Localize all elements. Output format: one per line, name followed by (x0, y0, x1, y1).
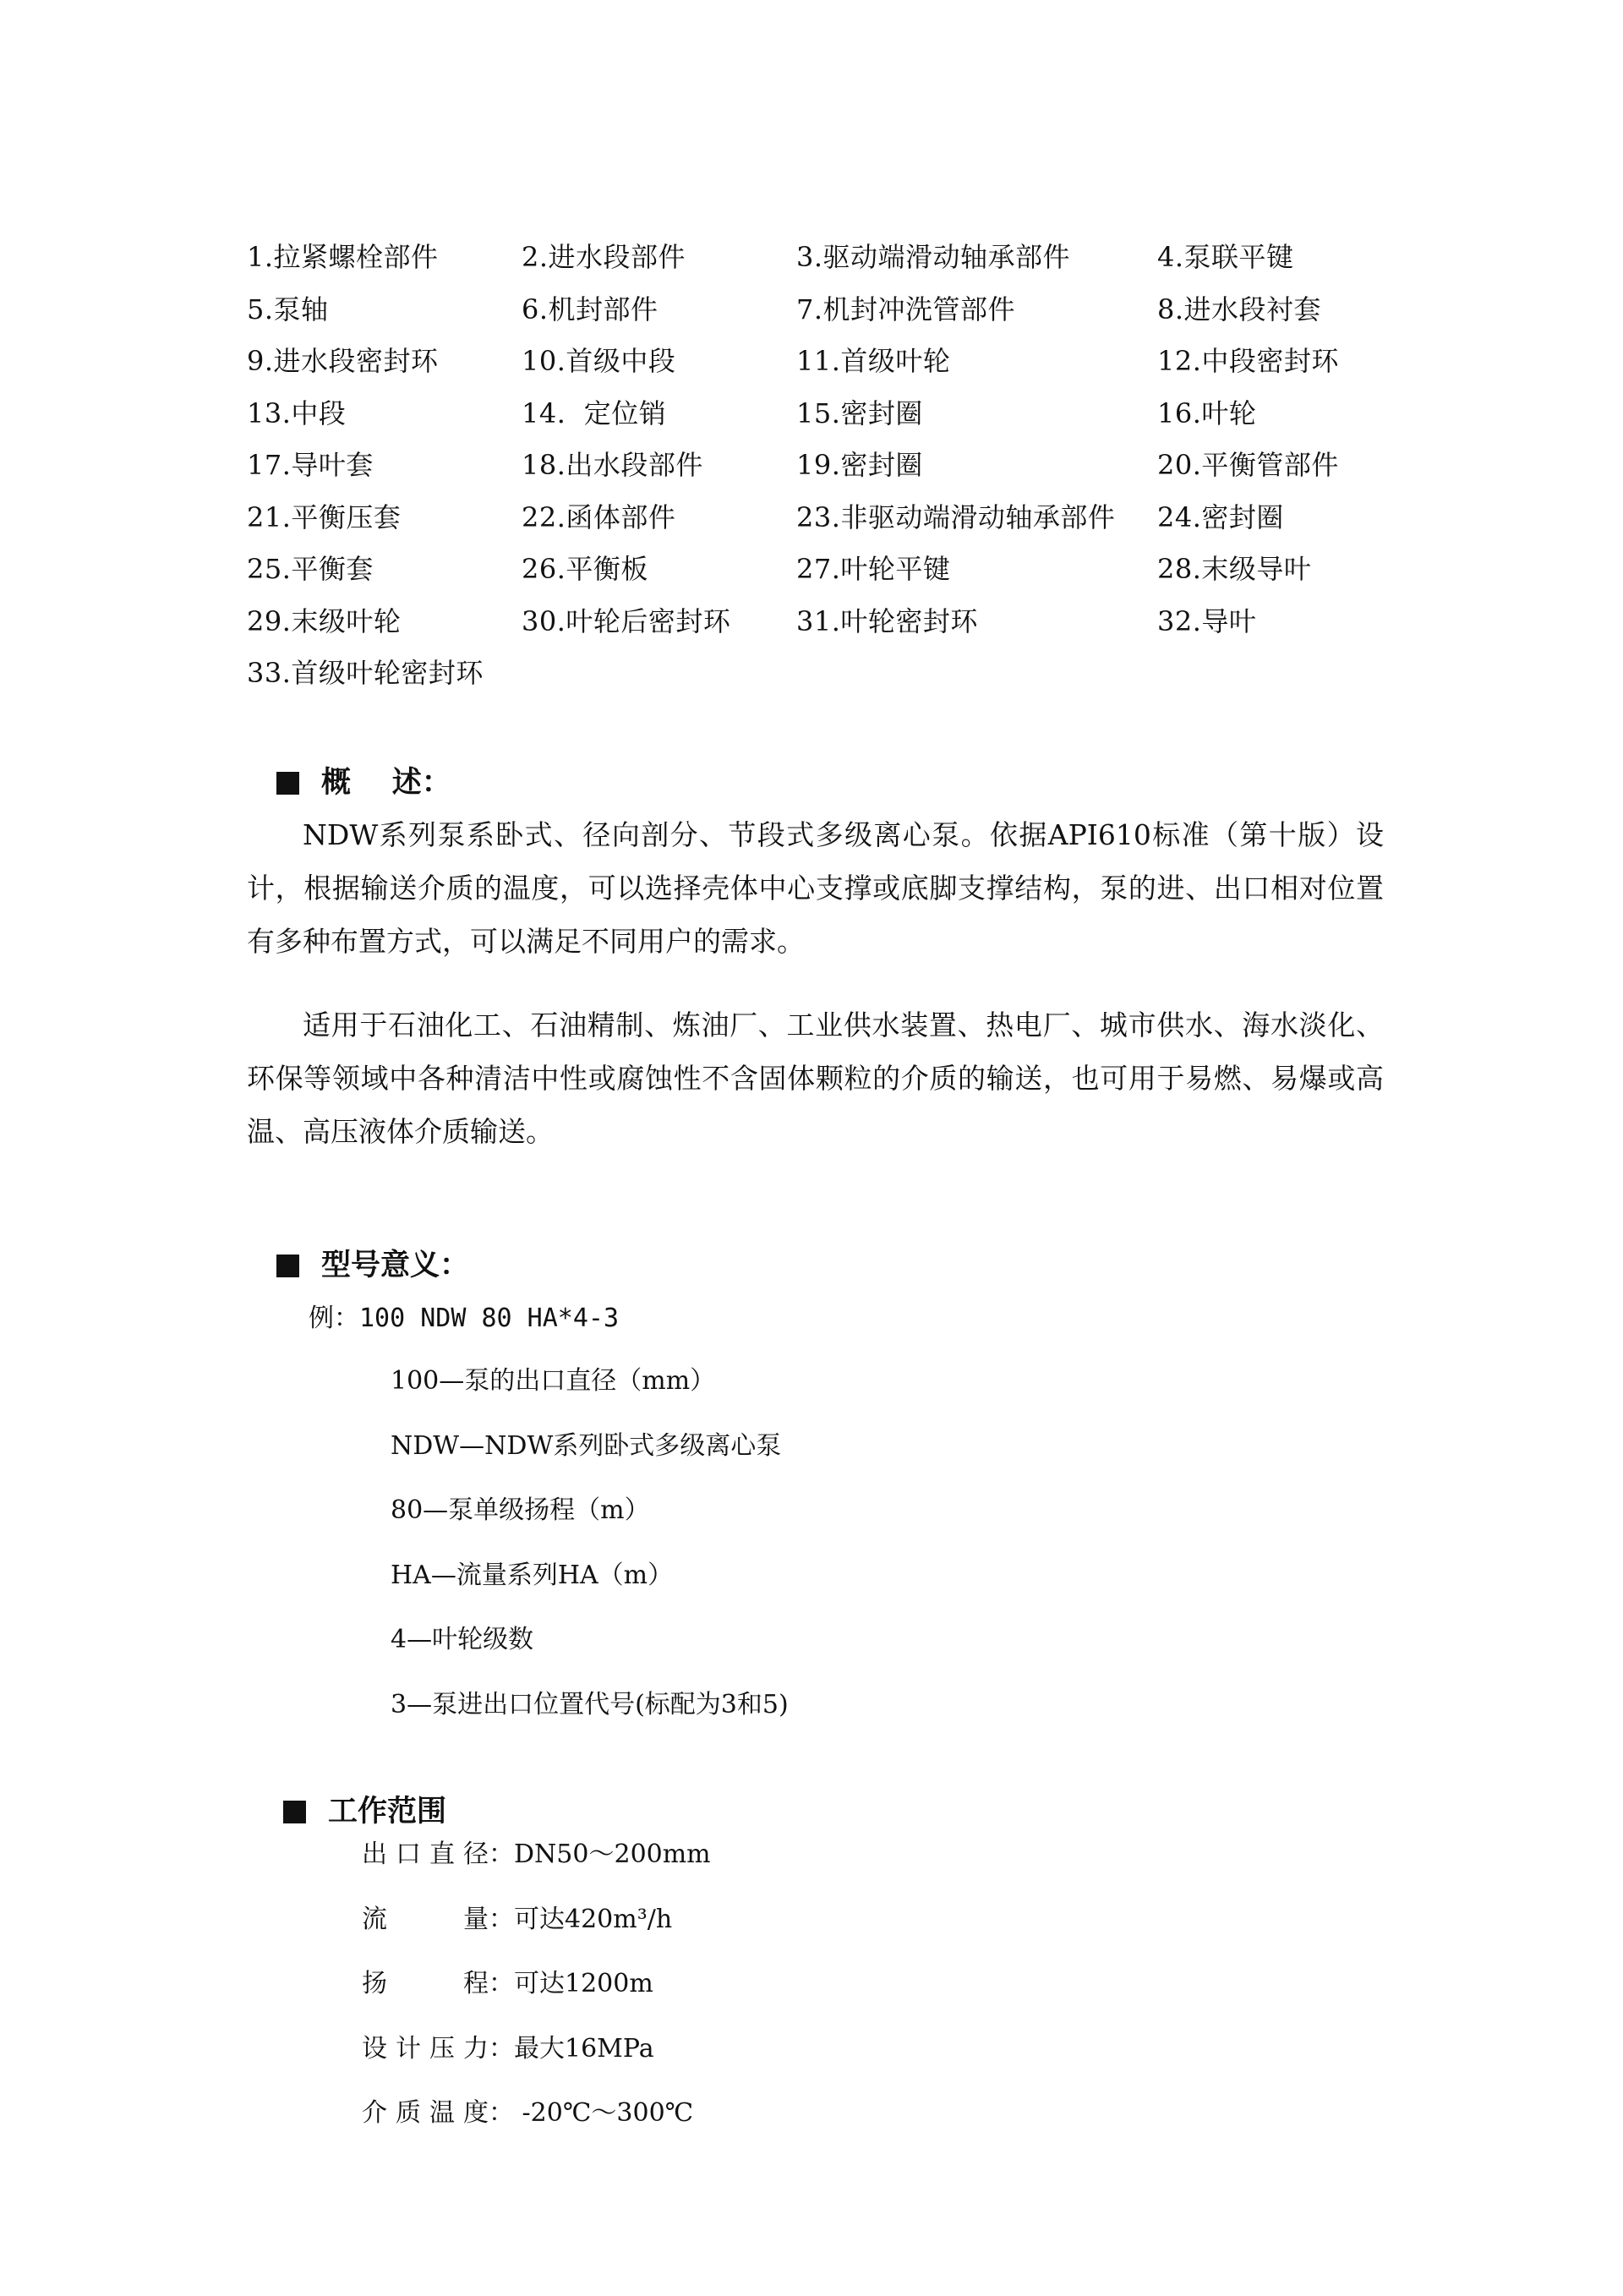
part-item: 6.机封部件 (522, 292, 658, 325)
parts-row (247, 342, 1430, 395)
part-item: 23.非驱动端滑动轴承部件 (796, 500, 1116, 533)
range-value: 可达1200m (514, 1969, 653, 1998)
part-item: 22.函体部件 (522, 500, 676, 533)
parts-list (247, 238, 1430, 707)
part-item: 17.导叶套 (247, 449, 374, 481)
parts-row (247, 550, 1430, 603)
range-row-medium-temperature (362, 2095, 711, 2160)
model-meaning-item: NDW—NDW系列卧式多级离心泵 (391, 1430, 782, 1461)
part-item: 5.泵轴 (247, 292, 329, 325)
range-colon: ： (489, 1904, 514, 1934)
part-item: 31.叶轮密封环 (796, 604, 978, 637)
model-meaning-item: 3—泵进出口位置代号(标配为3和5) (391, 1689, 789, 1719)
model-meaning-item: 100—泵的出口直径（mm） (391, 1366, 716, 1396)
range-label: 扬程 (362, 1969, 489, 1998)
part-item: 12.中段密封环 (1157, 345, 1339, 377)
parts-row (247, 499, 1430, 551)
square-bullet-icon (283, 1801, 306, 1823)
range-heading-text: 工作范围 (328, 1795, 447, 1829)
range-colon: ： (489, 1840, 514, 1869)
part-item: 4.泵联平键 (1157, 241, 1294, 273)
parts-row (247, 654, 1430, 707)
range-colon: ： (489, 2098, 514, 2128)
part-item: 1.拉紧螺栓部件 (247, 241, 439, 273)
part-item: 11.首级叶轮 (796, 345, 951, 377)
range-value: DN50～200mm (514, 1840, 711, 1869)
part-item: 26.平衡板 (522, 553, 648, 585)
model-meaning-item: 80—泵单级扬程（m） (391, 1495, 650, 1525)
range-label: 流量 (362, 1904, 489, 1934)
part-item: 20.平衡管部件 (1157, 449, 1339, 481)
part-item: 16.叶轮 (1157, 396, 1257, 429)
part-item: 13.中段 (247, 396, 347, 429)
overview-paragraph-2: 适用于石油化工、石油精制、炼油厂、工业供水装置、热电厂、城市供水、海水淡化、环保等领域中各种清洁中性或腐蚀性不含固体颗粒的介质的输送，也可用于易燃、易爆或高温、高压液体介质输送。 (247, 1009, 1384, 1148)
part-item: 3.驱动端滑动轴承部件 (796, 241, 1071, 273)
range-row-outlet-diameter (362, 1836, 711, 1901)
part-item: 9.进水段密封环 (247, 345, 439, 377)
model-meaning-list (391, 1363, 789, 1751)
range-heading (283, 1791, 446, 1832)
range-colon: ： (489, 2033, 514, 2064)
range-row-design-pressure (362, 2031, 711, 2096)
range-value: 可达420m³/h (514, 1904, 673, 1934)
range-label: 设计压力 (362, 2033, 489, 2064)
range-value: -20℃～300℃ (514, 2098, 694, 2128)
range-row-head (362, 1965, 711, 2031)
part-item: 28.末级导叶 (1157, 553, 1312, 585)
part-item: 10.首级中段 (522, 345, 676, 377)
part-item: 25.平衡套 (247, 553, 374, 585)
parts-row (247, 291, 1430, 343)
parts-row (247, 446, 1430, 499)
part-item: 33.首级叶轮密封环 (247, 657, 484, 689)
model-meaning-item: HA—流量系列HA（m） (391, 1560, 674, 1590)
part-item: 18.出水段部件 (522, 449, 703, 481)
part-item: 29.末级叶轮 (247, 604, 402, 637)
part-item: 7.机封冲洗管部件 (796, 292, 1016, 325)
square-bullet-icon (276, 1255, 299, 1277)
range-label: 出口直径 (362, 1840, 489, 1869)
part-item: 14. 定位销 (522, 396, 667, 429)
model-example: 例：100 NDW 80 HA*4-3 (309, 1304, 620, 1333)
square-bullet-icon (276, 772, 299, 795)
overview-heading (276, 763, 451, 803)
overview-heading-text: 概 述： (321, 766, 451, 800)
range-value: 最大16MPa (514, 2033, 654, 2064)
parts-row (247, 395, 1430, 447)
working-range-list (362, 1836, 711, 2160)
part-item: 2.进水段部件 (522, 241, 686, 273)
part-item: 32.导叶 (1157, 604, 1257, 637)
part-item: 21.平衡压套 (247, 500, 402, 533)
parts-row (247, 238, 1430, 291)
part-item: 19.密封圈 (796, 449, 923, 481)
part-item: 30.叶轮后密封环 (522, 604, 731, 637)
part-item: 15.密封圈 (796, 396, 923, 429)
model-heading (276, 1245, 469, 1286)
parts-row (247, 603, 1430, 655)
model-heading-text: 型号意义： (321, 1249, 470, 1282)
overview-paragraph-1: NDW系列泵系卧式、径向剖分、节段式多级离心泵。依据API610标准（第十版）设计，根据输送介质的温度，可以选择壳体中心支撑或底脚支撑结构，泵的进、出口相对位置有多种布置方式，可以满足不同用户的需求。 (247, 818, 1384, 958)
part-item: 8.进水段衬套 (1157, 292, 1322, 325)
range-colon: ： (489, 1969, 514, 1998)
model-meaning-item: 4—叶轮级数 (391, 1625, 534, 1654)
part-item: 24.密封圈 (1157, 500, 1284, 533)
range-label: 介质温度 (362, 2098, 489, 2128)
part-item: 27.叶轮平键 (796, 553, 951, 585)
range-row-flow (362, 1901, 711, 1966)
